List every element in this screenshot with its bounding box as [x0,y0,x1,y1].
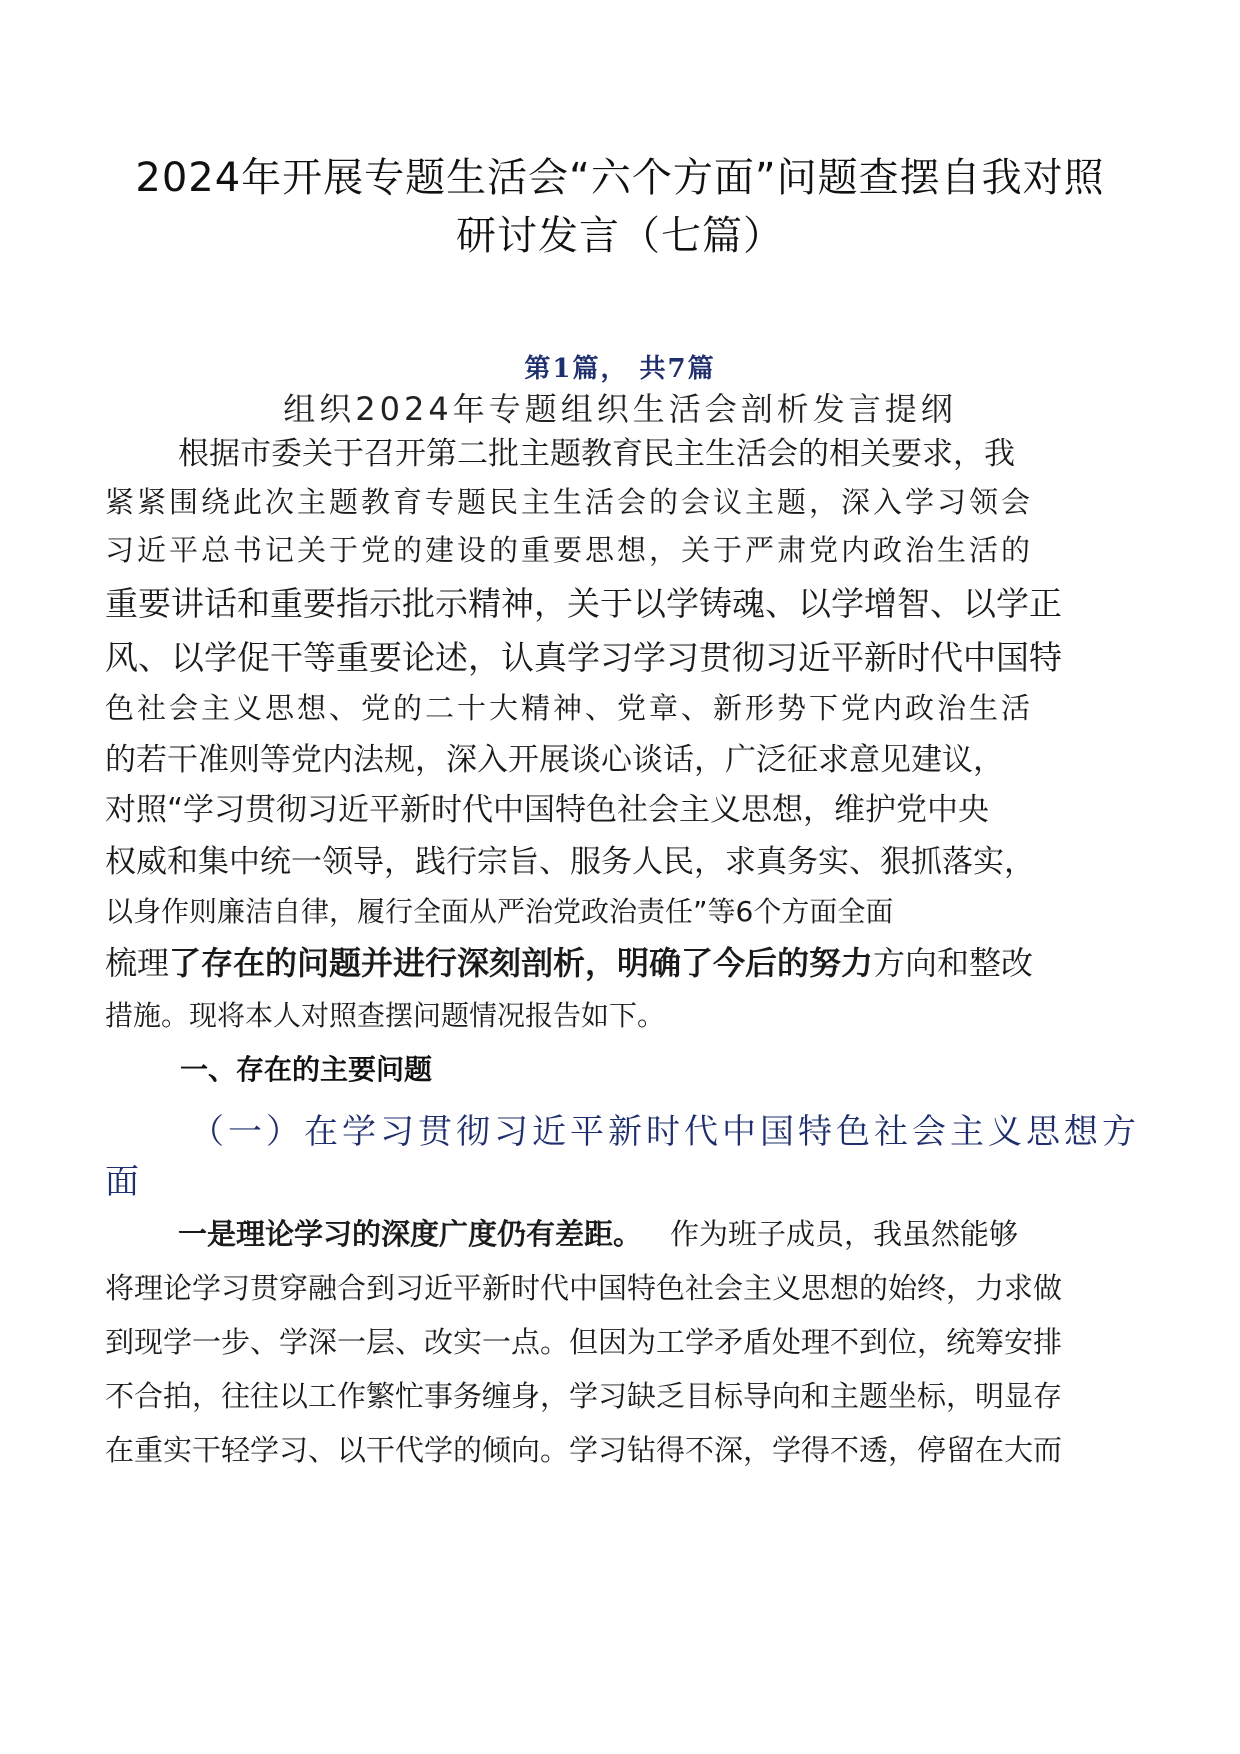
paragraph-line: 风、以学促干等重要论述，认真学习学习贯彻习近平新时代中国特 [105,638,1062,677]
paragraph-line: 措施。现将本人对照查摆问题情况报告如下。 [105,999,666,1032]
paragraph-line-mixed [105,938,1033,984]
part-number-label: 第1篇， 共7篇 [524,354,716,384]
paragraph-bold-text: 了存在的问题并进行深刻剖析，明确了今后的努力 [169,944,874,982]
paragraph-line: 对照“学习贯彻习近平新时代中国特色社会主义思想，维护党中央 [105,792,990,828]
paragraph-line: 习近平总书记关于党的建设的重要思想，关于严肃党内政治生活的 [105,533,1034,567]
paragraph-line: 紧紧围绕此次主题教育专题民主生活会的会议主题，深入学习领会 [105,485,1034,519]
paragraph-line: 不合拍，往往以工作繁忙事务缠身，学习缺乏目标导向和主题坐标，明显存 [105,1379,1063,1413]
paragraph-line: 以身作则廉洁自律，履行全面从严治党政治责任”等6个方面全面 [105,895,894,928]
document-title-line-1: 2024年开展专题生活会“六个方面”问题查摆自我对照 [135,155,1105,201]
paragraph-line: 的若干准则等党内法规，深入开展谈心谈话，广泛征求意见建议， [105,742,1004,778]
paragraph-line: 根据市委关于召开第二批主题教育民主生活会的相关要求，我 [178,436,1015,472]
article-subtitle: 组织2024年专题组织生活会剖析发言提纲 [283,390,957,428]
point-line [178,1212,1018,1253]
subsection-heading-line-2: 面 [105,1162,143,1202]
point-bold-text: 一是理论学习的深度广度仍有差距。 [178,1217,643,1251]
section-heading: 一、存在的主要问题 [180,1053,433,1086]
paragraph-line: 色社会主义思想、党的二十大精神、党章、新形势下党内政治生活 [105,691,1034,725]
paragraph-line: 权威和集中统一领导，践行宗旨、服务人民，求真务实、狠抓落实， [105,844,1035,880]
subsection-heading-line-1: （一）在学习贯彻习近平新时代中国特色社会主义思想方 [190,1112,1140,1152]
paragraph-line: 在重实干轻学习、以干代学的倾向。学习钻得不深，学得不透，停留在大而 [105,1433,1063,1467]
document-title-line-2: 研讨发言（七篇） [456,213,784,259]
point-text: 作为班子成员，我虽然能够 [670,1217,1019,1251]
paragraph-line: 重要讲话和重要指示批示精神，关于以学铸魂、以学增智、以学正 [105,584,1062,623]
paragraph-text: 梳理 [105,944,170,982]
paragraph-text: 方向和整改 [873,944,1034,982]
paragraph-line: 将理论学习贯穿融合到习近平新时代中国特色社会主义思想的始终，力求做 [105,1271,1063,1305]
paragraph-line: 到现学一步、学深一层、改实一点。但因为工学矛盾处理不到位，统筹安排 [105,1325,1063,1359]
